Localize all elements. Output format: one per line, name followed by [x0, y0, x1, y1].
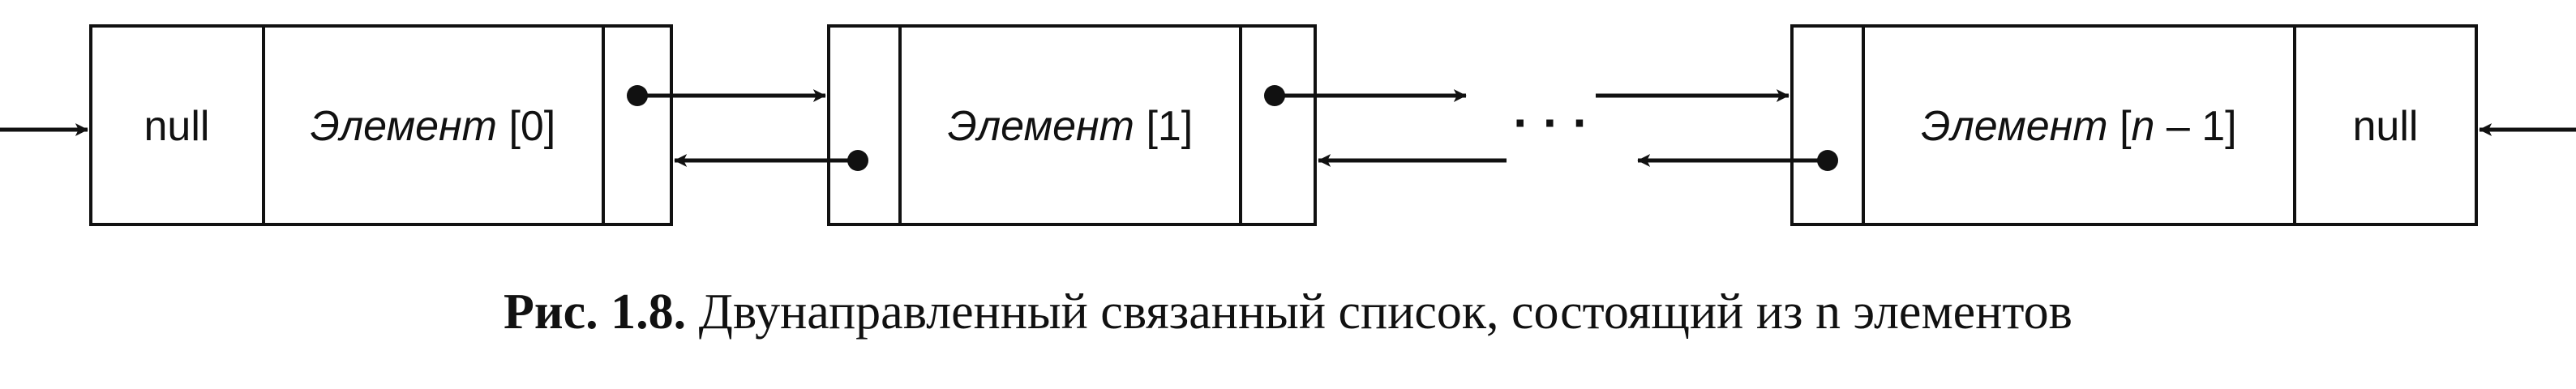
figure-caption	[0, 284, 2576, 341]
caption-label: Рис. 1.8.	[504, 284, 687, 340]
node-0-left-null: null	[144, 103, 210, 150]
node-1-prev-dot	[847, 150, 868, 171]
node-last-prev-dot	[1817, 150, 1838, 171]
node-0-element-label: Элемент [0]	[310, 103, 556, 150]
node-1-next-dot	[1264, 85, 1285, 106]
ellipsis: · · ·	[1513, 96, 1589, 150]
node-0-next-dot	[627, 85, 648, 106]
node-last-element-label: Элемент [n – 1]	[1921, 103, 2237, 150]
node-last-right-null: null	[2352, 103, 2419, 150]
caption-text: Двунаправленный связанный список, состоящий из n элементов	[698, 284, 2072, 340]
node-1-element-label: Элемент [1]	[947, 103, 1194, 150]
